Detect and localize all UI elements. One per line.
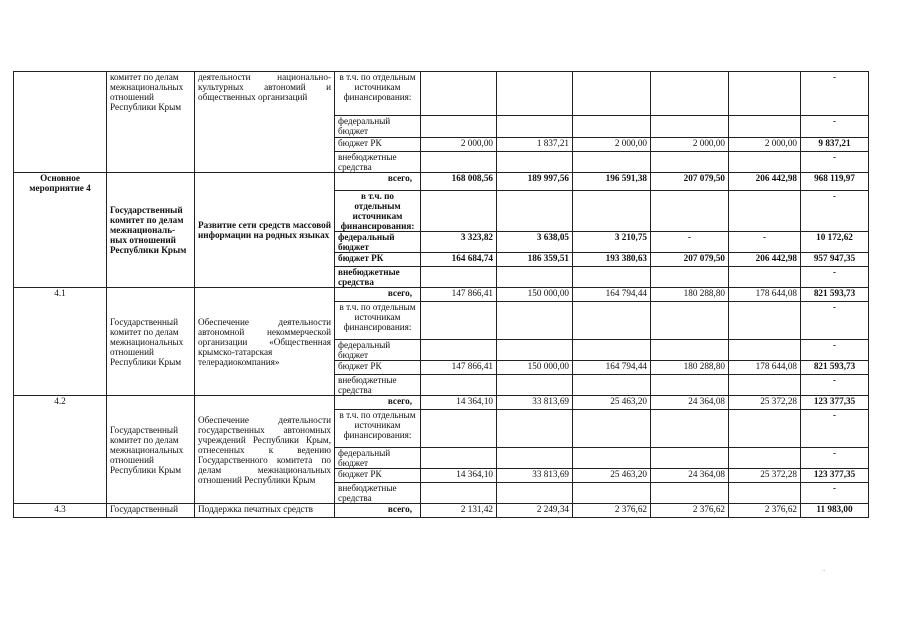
year-amount-cell: 14 364,10 (421, 396, 497, 410)
year-amount-cell: - (729, 232, 801, 253)
year-amount-cell: 150 000,00 (497, 288, 573, 302)
funding-source-cell: внебюджетные средства (335, 267, 421, 288)
funding-source-cell: бюджет РК (335, 253, 421, 267)
year-amount-cell (651, 483, 729, 504)
year-amount-cell (497, 340, 573, 361)
year-amount-cell: 2 000,00 (421, 138, 497, 152)
year-amount-cell: 25 463,20 (573, 396, 651, 410)
year-amount-cell (651, 116, 729, 138)
funding-source-cell: в т.ч. по отдельным источникам финансирования: (335, 410, 421, 448)
total-amount-cell: - (801, 375, 869, 396)
year-amount-cell (729, 375, 801, 396)
total-amount-cell: - (801, 483, 869, 504)
year-amount-cell: 25 372,28 (729, 469, 801, 483)
year-amount-cell: 164 684,74 (421, 253, 497, 267)
year-amount-cell (651, 152, 729, 173)
year-amount-cell: 2 000,00 (651, 138, 729, 152)
year-amount-cell (729, 267, 801, 288)
year-amount-cell (497, 375, 573, 396)
year-amount-cell (421, 410, 497, 448)
year-amount-cell (573, 152, 651, 173)
event-number-cell: 4.1 (14, 288, 107, 396)
year-amount-cell: 178 644,08 (729, 288, 801, 302)
total-amount-cell: - (801, 267, 869, 288)
year-amount-cell: - (651, 232, 729, 253)
year-amount-cell (729, 191, 801, 232)
year-amount-cell: 180 288,80 (651, 361, 729, 375)
executor-cell: Государственный комитет по делам межнациональных отношений Республики Крым (107, 288, 195, 396)
funding-source-cell: федеральный бюджет (335, 232, 421, 253)
year-amount-cell: 164 794,44 (573, 288, 651, 302)
year-amount-cell: 2 376,62 (651, 504, 729, 518)
year-amount-cell: 14 364,10 (421, 469, 497, 483)
total-amount-cell: 821 593,73 (801, 361, 869, 375)
year-amount-cell (573, 72, 651, 116)
year-amount-cell (573, 375, 651, 396)
year-amount-cell (421, 72, 497, 116)
year-amount-cell: 206 442,98 (729, 253, 801, 267)
year-amount-cell (729, 410, 801, 448)
year-amount-cell: 186 359,51 (497, 253, 573, 267)
year-amount-cell (729, 72, 801, 116)
year-amount-cell: 2 376,62 (729, 504, 801, 518)
year-amount-cell (497, 302, 573, 340)
funding-source-cell: всего, (335, 288, 421, 302)
year-amount-cell (573, 410, 651, 448)
year-amount-cell: 2 000,00 (573, 138, 651, 152)
year-amount-cell: 178 644,08 (729, 361, 801, 375)
budget-table (13, 71, 869, 518)
year-amount-cell (651, 267, 729, 288)
year-amount-cell: 168 008,56 (421, 173, 497, 191)
total-amount-cell: 9 837,21 (801, 138, 869, 152)
funding-source-cell: внебюджетные средства (335, 483, 421, 504)
year-amount-cell (729, 116, 801, 138)
year-amount-cell: 3 323,82 (421, 232, 497, 253)
year-amount-cell: 193 380,63 (573, 253, 651, 267)
year-amount-cell (651, 72, 729, 116)
total-amount-cell: - (801, 410, 869, 448)
year-amount-cell: 3 210,75 (573, 232, 651, 253)
year-amount-cell (421, 302, 497, 340)
year-amount-cell (497, 72, 573, 116)
event-number-cell: Основное мероприятие 4 (14, 173, 107, 288)
table-row (14, 173, 869, 191)
event-number-cell (14, 72, 107, 173)
year-amount-cell (421, 375, 497, 396)
year-amount-cell (573, 340, 651, 361)
funding-source-cell: в т.ч. по отдельным источникам финансирования: (335, 302, 421, 340)
year-amount-cell (729, 152, 801, 173)
year-amount-cell (573, 267, 651, 288)
executor-cell: Государственный комитет по делам межнациональ-ных отношений Республики Крым (107, 173, 195, 288)
year-amount-cell (651, 375, 729, 396)
funding-source-cell: федеральный бюджет (335, 116, 421, 138)
year-amount-cell (497, 483, 573, 504)
year-amount-cell (573, 448, 651, 469)
year-amount-cell (421, 191, 497, 232)
scan-speck: .. (822, 565, 826, 573)
total-amount-cell: 123 377,35 (801, 396, 869, 410)
year-amount-cell: 2 249,34 (497, 504, 573, 518)
year-amount-cell: 150 000,00 (497, 361, 573, 375)
year-amount-cell: 2 131,42 (421, 504, 497, 518)
year-amount-cell: 2 376,62 (573, 504, 651, 518)
table-body (14, 72, 869, 518)
year-amount-cell (651, 191, 729, 232)
year-amount-cell (729, 340, 801, 361)
funding-source-cell: федеральный бюджет (335, 448, 421, 469)
year-amount-cell (573, 302, 651, 340)
year-amount-cell: 147 866,41 (421, 288, 497, 302)
event-description-cell: Обеспечение деятельности государственных автономных учреждений Республики Крым, отнесенных к ведению Государственного комитета по делам межнациональных отношений Республики Крым (195, 396, 335, 504)
funding-source-cell: бюджет РК (335, 138, 421, 152)
year-amount-cell (497, 191, 573, 232)
year-amount-cell (497, 116, 573, 138)
year-amount-cell: 207 079,50 (651, 173, 729, 191)
total-amount-cell: - (801, 448, 869, 469)
funding-source-cell: всего, (335, 173, 421, 191)
event-number-cell: 4.2 (14, 396, 107, 504)
event-description-cell: Развитие сети средств массовой информации на родных языках (195, 173, 335, 288)
total-amount-cell: 123 377,35 (801, 469, 869, 483)
executor-cell: Государственный комитет по делам межнациональных отношений Республики Крым (107, 396, 195, 504)
total-amount-cell: 821 593,73 (801, 288, 869, 302)
total-amount-cell: - (801, 152, 869, 173)
year-amount-cell: 164 794,44 (573, 361, 651, 375)
executor-cell: комитет по делам межнациональных отношений Республики Крым (107, 72, 195, 173)
year-amount-cell (651, 302, 729, 340)
table-row (14, 504, 869, 518)
event-description-cell: Поддержка печатных средств (195, 504, 335, 518)
funding-source-cell: бюджет РК (335, 469, 421, 483)
total-amount-cell: - (801, 302, 869, 340)
funding-source-cell: в т.ч. по отдельным источникам финансирования: (335, 72, 421, 116)
year-amount-cell (651, 448, 729, 469)
funding-source-cell: внебюджетные средства (335, 375, 421, 396)
year-amount-cell (573, 116, 651, 138)
year-amount-cell (573, 191, 651, 232)
year-amount-cell: 33 813,69 (497, 396, 573, 410)
event-description-cell: Обеспечение деятельности автономной некоммерческой организации «Общественная крымско-татарская телерадиокомпания» (195, 288, 335, 396)
year-amount-cell: 147 866,41 (421, 361, 497, 375)
year-amount-cell: 206 442,98 (729, 173, 801, 191)
total-amount-cell: 10 172,62 (801, 232, 869, 253)
year-amount-cell: 180 288,80 (651, 288, 729, 302)
year-amount-cell (421, 340, 497, 361)
year-amount-cell (421, 116, 497, 138)
funding-source-cell: всего, (335, 504, 421, 518)
total-amount-cell: 11 983,00 (801, 504, 869, 518)
funding-source-cell: в т.ч. по отдельным источникам финансирования: (335, 191, 421, 232)
year-amount-cell: 3 638,05 (497, 232, 573, 253)
year-amount-cell (497, 267, 573, 288)
year-amount-cell (421, 483, 497, 504)
total-amount-cell: 968 119,97 (801, 173, 869, 191)
table-row (14, 288, 869, 302)
funding-source-cell: бюджет РК (335, 361, 421, 375)
event-description-cell: деятельности национально-культурных автономий и общественных организаций (195, 72, 335, 173)
year-amount-cell (729, 302, 801, 340)
year-amount-cell (421, 267, 497, 288)
year-amount-cell: 1 837,21 (497, 138, 573, 152)
executor-cell: Государственный (107, 504, 195, 518)
year-amount-cell: 207 079,50 (651, 253, 729, 267)
event-number-cell: 4.3 (14, 504, 107, 518)
year-amount-cell: 33 813,69 (497, 469, 573, 483)
table-row (14, 396, 869, 410)
total-amount-cell: 957 947,35 (801, 253, 869, 267)
funding-source-cell: всего, (335, 396, 421, 410)
year-amount-cell: 196 591,38 (573, 173, 651, 191)
funding-source-cell: федеральный бюджет (335, 340, 421, 361)
year-amount-cell (421, 448, 497, 469)
year-amount-cell (421, 152, 497, 173)
table-row (14, 72, 869, 116)
total-amount-cell: - (801, 191, 869, 232)
year-amount-cell: 189 997,56 (497, 173, 573, 191)
year-amount-cell: 25 463,20 (573, 469, 651, 483)
year-amount-cell (497, 410, 573, 448)
year-amount-cell: 24 364,08 (651, 469, 729, 483)
year-amount-cell (651, 410, 729, 448)
year-amount-cell (729, 448, 801, 469)
year-amount-cell: 2 000,00 (729, 138, 801, 152)
year-amount-cell: 24 364,08 (651, 396, 729, 410)
year-amount-cell (729, 483, 801, 504)
year-amount-cell (497, 152, 573, 173)
year-amount-cell: 25 372,28 (729, 396, 801, 410)
total-amount-cell: - (801, 72, 869, 116)
year-amount-cell (651, 340, 729, 361)
funding-source-cell: внебюджетные средства (335, 152, 421, 173)
total-amount-cell: - (801, 116, 869, 138)
total-amount-cell: - (801, 340, 869, 361)
year-amount-cell (573, 483, 651, 504)
year-amount-cell (497, 448, 573, 469)
